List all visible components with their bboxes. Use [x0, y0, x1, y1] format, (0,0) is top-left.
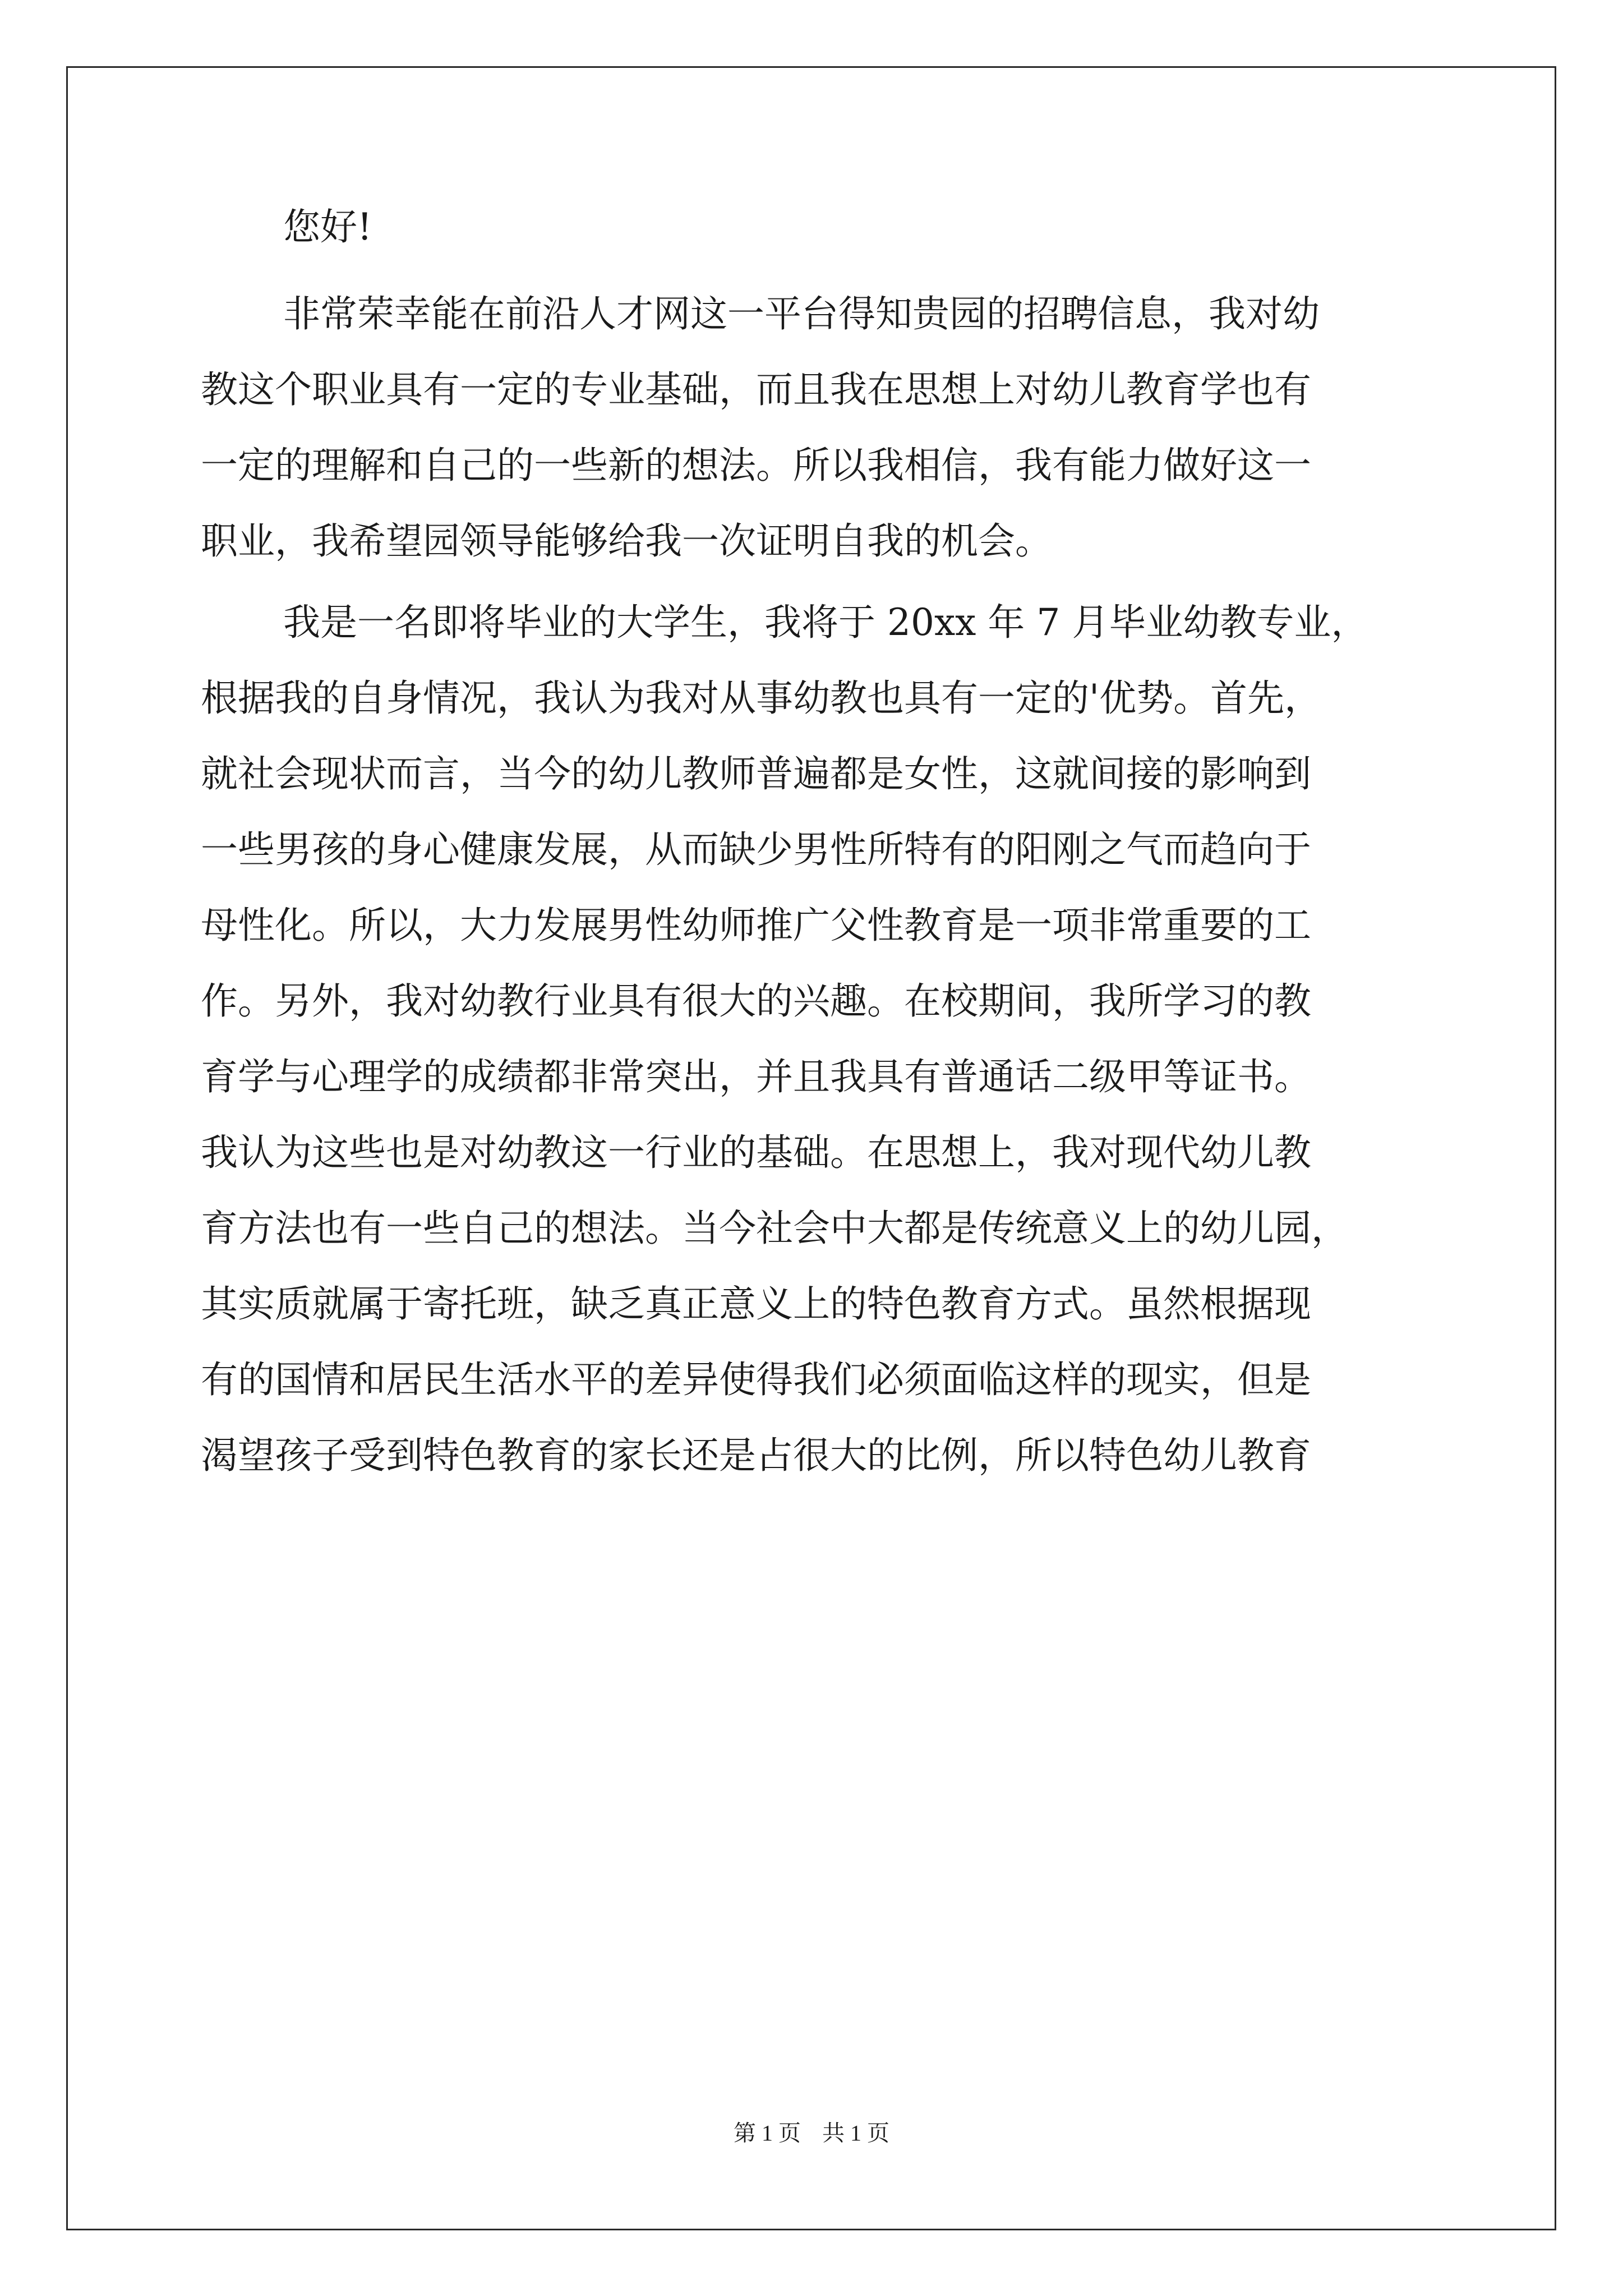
paragraph-2-line-10: 其实质就属于寄托班，缺乏真正意义上的特色教育方式。虽然根据现: [201, 1282, 1311, 1326]
paragraph-1-line-1: 非常荣幸能在前沿人才网这一平台得知贵园的招聘信息，我对幼: [283, 292, 1320, 335]
paragraph-1-line-2: 教这个职业具有一定的专业基础，而且我在思想上对幼儿教育学也有: [201, 368, 1311, 411]
paragraph-1-line-3: 一定的理解和自己的一些新的想法。所以我相信，我有能力做好这一: [201, 444, 1311, 487]
paragraph-1-line-4: 职业，我希望园领导能够给我一次证明自我的机会。: [201, 519, 1052, 563]
paragraph-2-line-8: 我认为这些也是对幼教这一行业的基础。在思想上，我对现代幼儿教: [201, 1131, 1311, 1174]
paragraph-2-line-2: 根据我的自身情况，我认为我对从事幼教也具有一定的'优势。首先，: [201, 677, 1322, 720]
paragraph-2-line-4: 一些男孩的身心健康发展，从而缺少男性所特有的阳刚之气而趋向于: [201, 828, 1311, 871]
paragraph-2-line-1: 我是一名即将毕业的大学生，我将于 20xx 年 7 月毕业幼教专业，: [283, 601, 1368, 644]
paragraph-2-line-3: 就社会现状而言，当今的幼儿教师普遍都是女性，这就间接的影响到: [201, 752, 1311, 795]
paragraph-2-line-6: 作。另外，我对幼教行业具有很大的兴趣。在校期间，我所学习的教: [201, 979, 1311, 1023]
paragraph-2-line-11: 有的国情和居民生活水平的差异使得我们必须面临这样的现实，但是: [201, 1358, 1311, 1401]
paragraph-2-line-7: 育学与心理学的成绩都非常突出，并且我具有普通话二级甲等证书。: [201, 1055, 1311, 1098]
page-total: 共 1 页: [822, 2120, 889, 2146]
paragraph-2-line-5: 母性化。所以，大力发展男性幼师推广父性教育是一项非常重要的工: [201, 904, 1311, 947]
page-number: 第 1 页: [734, 2120, 801, 2146]
page-footer: [0, 2116, 1623, 2150]
paragraph-2-line-9: 育方法也有一些自己的想法。当今社会中大都是传统意义上的幼儿园，: [201, 1207, 1348, 1250]
paragraph-2-line-12: 渴望孩子受到特色教育的家长还是占很大的比例，所以特色幼儿教育: [201, 1434, 1311, 1477]
greeting: 您好!: [283, 205, 372, 249]
